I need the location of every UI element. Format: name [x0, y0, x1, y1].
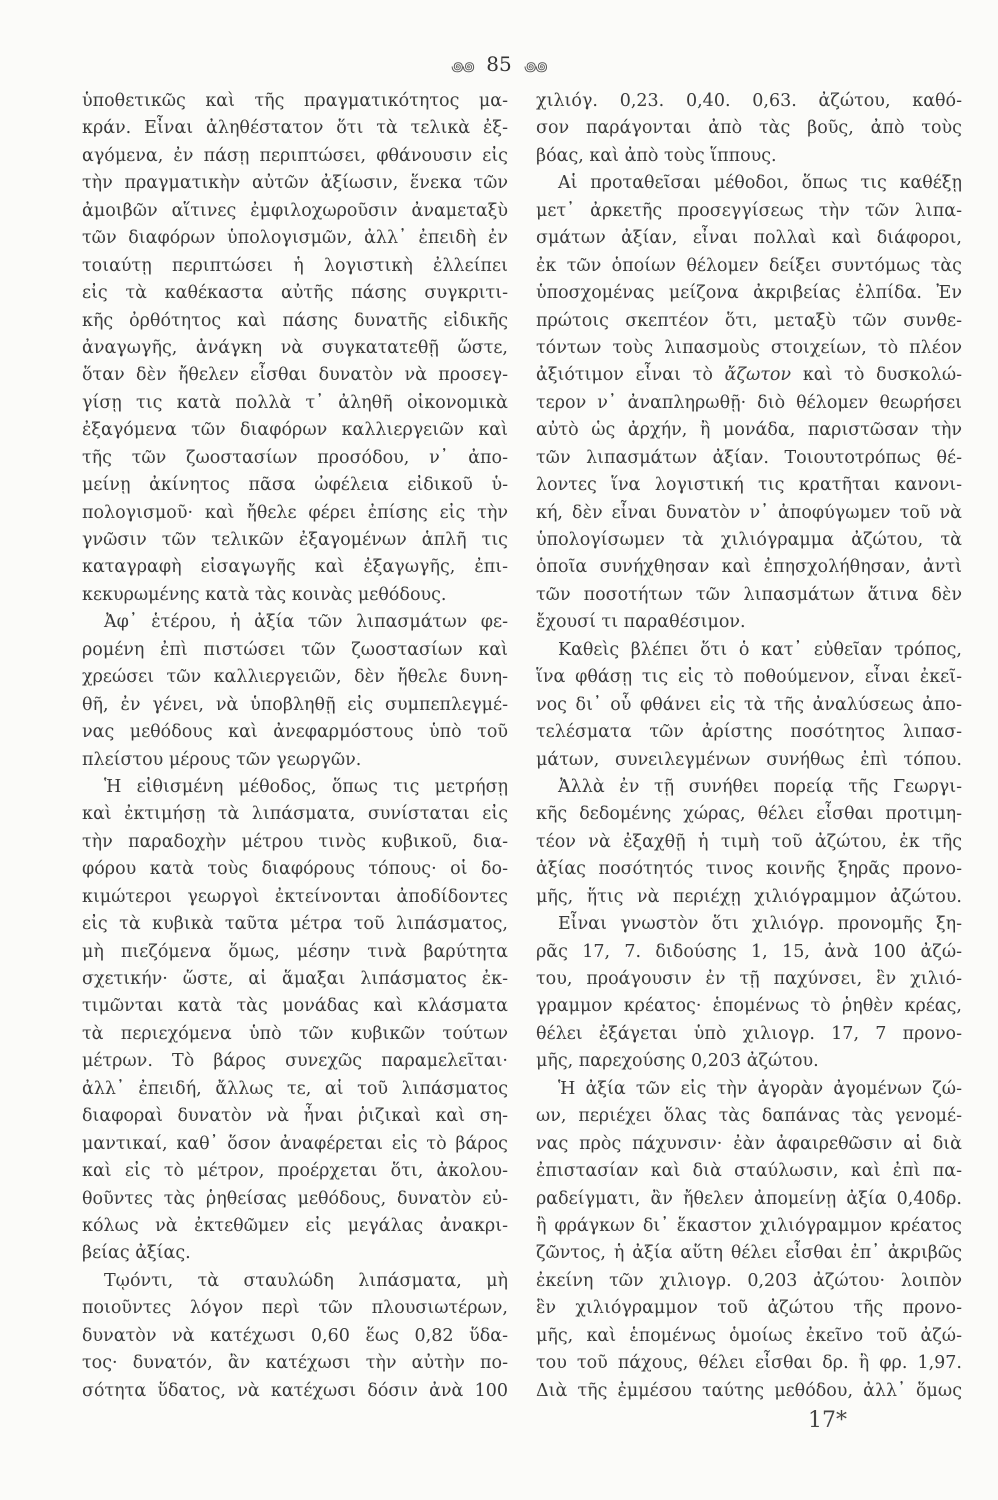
- text-line: διαφοραὶ δυνατὸν νὰ ἦναι ῥιζικαὶ καὶ ση-: [82, 1106, 508, 1127]
- text-line: ἢ φράγκων δι᾽ ἕκαστον χιλιόγραμμον κρέατος: [536, 1215, 962, 1236]
- text-line: εἰς τὰ κυβικὰ ταῦτα μέτρα τοῦ λιπάσματος,: [82, 914, 508, 935]
- text-line: ὑπολογίσωμεν τὰ χιλιόγραμμα ἀζώτου, τὰ: [536, 530, 962, 550]
- text-line: ὁποῖα συνήχθησαν καὶ ἐπησχολήθησαν, ἀντὶ: [536, 557, 962, 578]
- ornament-right-icon: ꩜꩜: [524, 59, 547, 75]
- text-line: ραδείγματι, ἂν ἤθελεν ἀπομείνῃ ἀξία 0,40δρ.: [536, 1188, 962, 1209]
- text-line: Εἶναι γνωστὸν ὅτι χιλιόγρ. προνομῆς ξη-: [558, 914, 962, 935]
- text-line: τῆς τῶν ζωοστασίων προσόδου, ν᾽ ἀπο-: [82, 447, 508, 468]
- text-line: Ἀλλὰ ἐν τῇ συνήθει πορείᾳ τῆς Γεωργι-: [558, 776, 962, 797]
- text-line: ὅταν δὲν ἤθελεν εἶσθαι δυνατὸν νὰ προσεγ-: [82, 365, 508, 386]
- text-line: σότητα ὕδατος, νὰ κατέχωσι δόσιν ἀνὰ 100: [82, 1380, 508, 1401]
- text-line: μῆς, καὶ ἑπομένως ὁμοίως ἐκεῖνο τοῦ ἀζώ-: [536, 1325, 962, 1346]
- text-line: ρᾶς 17, 7. διδούσης 1, 15, ἀνὰ 100 ἀζώ-: [536, 941, 962, 962]
- text-line: ρομένη ἐπὶ πιστώσει τῶν ζωοστασίων καὶ: [82, 639, 508, 660]
- italic-term: ἄζωτον: [724, 365, 792, 386]
- text-line: καταγραφὴ εἰσαγωγῆς καὶ ἐξαγωγῆς, ἐπι-: [82, 557, 508, 578]
- text-line: λοντες ἵνα λογιστική τις κρατῆται κανονι-: [536, 475, 962, 496]
- text-line: Καθεὶς βλέπει ὅτι ὁ κατ᾽ εὐθεῖαν τρόπος,: [558, 639, 962, 660]
- page-number: 85: [486, 52, 512, 76]
- text-line: αγόμενα, ἐν πάσῃ περιπτώσει, φθάνουσιν εἰς: [82, 145, 508, 166]
- text-line: μείνῃ ἀκίνητος πᾶσα ὠφέλεια εἰδικοῦ ὑ-: [82, 475, 508, 496]
- text-line: πλείστου μέρους τῶν γεωργῶν.: [82, 749, 362, 770]
- text-line: θοῦντες τὰς ῥηθείσας μεθόδους, δυνατὸν εὐ-: [82, 1188, 508, 1209]
- text-line: ἐξαγόμενα τῶν διαφόρων καλλιεργειῶν καὶ: [82, 420, 508, 441]
- signature-mark: 17*: [808, 1408, 847, 1433]
- text-line: γραμμον κρέατος· ἑπομένως τὸ ῥηθὲν κρέας,: [536, 996, 962, 1017]
- text-line: κῆς δεδομένης χώρας, θέλει εἶσθαι προτιμη-: [536, 804, 962, 825]
- text-line: καὶ ἐκτιμήσῃ τὰ λιπάσματα, συνίσταται εἰς: [82, 804, 508, 825]
- ornament-left-icon: ꩜꩜: [451, 59, 474, 75]
- text-segment: καὶ τὸ δυσκολώ-: [791, 365, 962, 386]
- left-column: [82, 88, 508, 1405]
- text-line: [536, 362, 962, 389]
- text-line: κράν. Εἶναι ἀληθέστατον ὅτι τὰ τελικὰ ἐξ-: [82, 118, 508, 139]
- text-line: κῆς ὀρθότητος καὶ πάσης δυνατῆς εἰδικῆς: [82, 310, 508, 331]
- text-line: τόντων τοὺς λιπασμοὺς στοιχείων, τὸ πλέον: [536, 337, 962, 358]
- text-line: Ἡ εἰθισμένη μέθοδος, ὅπως τις μετρήσῃ: [104, 776, 508, 797]
- text-line: ἀλλ᾽ ἐπειδή, ἄλλως τε, αἱ τοῦ λιπάσματος: [82, 1078, 508, 1099]
- text-line: θέλει ἐξάγεται ὑπὸ χιλιογρ. 17, 7 προνο-: [536, 1023, 962, 1044]
- text-segment: ἀξιότιμον εἶναι τὸ: [536, 365, 725, 386]
- text-line: κεκυρωμένης κατὰ τὰς κοινὰς μεθόδους.: [82, 584, 447, 605]
- text-line: μαντικαί, καθ᾽ ὅσον ἀναφέρεται εἰς τὸ βάρος: [82, 1133, 508, 1154]
- text-line: φόρου κατὰ τοὺς διαφόρους τόπους· οἱ δο-: [82, 859, 508, 880]
- text-line: ἐκ τῶν ὁποίων θέλομεν δείξει συντόμως τὰς: [536, 255, 962, 276]
- text-line: ὑποθετικῶς καὶ τῆς πραγματικότητος μα-: [82, 91, 508, 111]
- text-line: καὶ εἰς τὸ μέτρον, προέρχεται ὅτι, ἀκολου-: [82, 1161, 508, 1182]
- text-line: σχετικήν· ὥστε, αἱ ἅμαξαι λιπάσματος ἐκ-: [82, 969, 508, 989]
- text-line: κή, δὲν εἶναι δυνατὸν ν᾽ ἀποφύγωμεν τοῦ νὰ: [536, 502, 962, 523]
- text-line: τιμῶνται κατὰ τὰς μονάδας καὶ κλάσματα: [82, 996, 508, 1017]
- text-line: ἐκείνη τῶν χιλιογρ. 0,203 ἀζώτου· λοιπὸν: [536, 1270, 962, 1291]
- text-line: ποιοῦντες λόγον περὶ τῶν πλουσιωτέρων,: [82, 1298, 508, 1319]
- text-line: μάτων, συνειλεγμένων συνήθως ἐπὶ τόπου.: [536, 749, 962, 770]
- text-line: Ἀφ᾽ ἑτέρου, ἡ ἀξία τῶν λιπασμάτων φε-: [104, 612, 508, 633]
- text-line: γνῶσιν τῶν τελικῶν ἐξαγομένων ἁπλῆ τις: [82, 530, 508, 550]
- text-line: ἀναγωγῆς, ἀνάγκη νὰ συγκατατεθῇ ὥστε,: [82, 337, 508, 358]
- text-line: χρεώσει τῶν καλλιεργειῶν, δὲν ἤθελε δυνη-: [82, 667, 508, 688]
- text-line: βείας ἀξίας.: [82, 1243, 191, 1264]
- text-line: ὑποσχομένας μείζονα ἀκριβείας ἐλπίδα. Ἐν: [536, 283, 962, 304]
- text-line: κιμώτεροι γεωργοὶ ἐκτείνονται ἀποδίδοντες: [82, 886, 508, 907]
- text-line: τοιαύτῃ περιπτώσει ἡ λογιστικὴ ἐλλείπει: [82, 255, 508, 276]
- text-line: γίσῃ τις κατὰ πολλὰ τ᾽ ἀληθῆ οἰκονομικὰ: [82, 392, 508, 413]
- text-line: τὴν πραγματικὴν αὐτῶν ἀξίωσιν, ἕνεκα τῶν: [82, 173, 508, 194]
- text-line: του, προάγουσιν ἐν τῇ παχύνσει, ἓν χιλιό-: [536, 969, 962, 989]
- text-line: ζῶντος, ἡ ἀξία αὕτη θέλει εἶσθαι ἐπ᾽ ἀκριβῶς: [536, 1243, 962, 1264]
- text-line: χιλιόγ. 0,23. 0,40. 0,63. ἀζώτου, καθό-: [536, 91, 962, 111]
- text-line: πολογισμοῦ· καὶ ἤθελε φέρει ἐπίσης εἰς τὴν: [82, 502, 508, 523]
- text-line: Τῳόντι, τὰ σταυλώδη λιπάσματα, μὴ: [104, 1270, 508, 1291]
- text-line: τερον ν᾽ ἀναπληρωθῇ· διὸ θέλομεν θεωρήσει: [536, 392, 962, 413]
- text-line: ἵνα φθάσῃ τις εἰς τὸ ποθούμενον, εἶναι ἐκεῖ-: [536, 667, 962, 688]
- text-line: ἀξίας ποσότητός τινος κοινῆς ξηρᾶς προνο-: [536, 859, 962, 880]
- text-line: δυνατὸν νὰ κατέχωσι 0,60 ἕως 0,82 ὕδα-: [82, 1325, 508, 1346]
- text-line: νας πρὸς πάχυνσιν· ἐὰν ἀφαιρεθῶσιν αἱ διὰ: [536, 1133, 962, 1154]
- text-line: τῶν ποσοτήτων τῶν λιπασμάτων ἅτινα δὲν: [536, 584, 962, 605]
- text-line: ἐπιστασίαν καὶ διὰ σταύλωσιν, καὶ ἐπὶ πα-: [536, 1161, 962, 1182]
- text-line: μῆς, ἥτις νὰ περιέχῃ χιλιόγραμμον ἀζώτου.: [536, 886, 962, 907]
- text-line: νος δι᾽ οὗ φθάνει εἰς τὰ τῆς ἀναλύσεως ἀπο-: [536, 694, 962, 715]
- text-line: τέον νὰ ἐξαχθῇ ἡ τιμὴ τοῦ ἀζώτου, ἐκ τῆς: [536, 831, 962, 852]
- text-line: βόας, καὶ ἀπὸ τοὺς ἵππους.: [536, 145, 777, 166]
- text-line: ἔχουσί τι παραθέσιμον.: [536, 612, 746, 633]
- text-line: Αἱ προταθεῖσαι μέθοδοι, ὅπως τις καθέξῃ: [558, 173, 962, 194]
- text-line: σον παράγονται ἀπὸ τὰς βοῦς, ἀπὸ τοὺς: [536, 118, 962, 139]
- text-line: θῆ, ἐν γένει, νὰ ὑποβληθῇ εἰς συμπεπλεγμέ-: [82, 694, 508, 715]
- text-line: μετ᾽ ἀρκετῆς προσεγγίσεως τὴν τῶν λιπα-: [536, 200, 962, 221]
- text-line: μὴ πιεζόμενα ὅμως, μέσην τινὰ βαρύτητα: [82, 941, 508, 962]
- text-line: νας μεθόδους καὶ ἀνεφαρμόστους ὑπὸ τοῦ: [82, 722, 508, 743]
- right-column: [536, 88, 962, 1405]
- page-header: [0, 52, 998, 76]
- text-line: πρώτοις σκεπτέον ὅτι, μεταξὺ τῶν συνθε-: [536, 310, 962, 331]
- text-line: Ἡ ἀξία τῶν εἰς τὴν ἀγορὰν ἀγομένων ζώ-: [558, 1078, 962, 1099]
- text-line: Διὰ τῆς ἐμμέσου ταύτης μεθόδου, ἀλλ᾽ ὅμως: [536, 1380, 962, 1401]
- text-line: ἀμοιβῶν αἵτινες ἐμφιλοχωροῦσιν ἀναμεταξὺ: [82, 200, 508, 221]
- text-line: τῶν διαφόρων ὑπολογισμῶν, ἀλλ᾽ ἐπειδὴ ἐν: [82, 228, 508, 249]
- text-line: αὐτὸ ὡς ἀρχήν, ἢ μονάδα, παριστῶσαν τὴν: [536, 420, 962, 441]
- text-line: εἰς τὰ καθέκαστα αὐτῆς πάσης συγκριτι-: [82, 283, 508, 304]
- text-line: μῆς, παρεχούσης 0,203 ἀζώτου.: [536, 1051, 819, 1072]
- text-line: ων, περιέχει ὅλας τὰς δαπάνας τὰς γενομέ-: [536, 1106, 962, 1127]
- text-line: κόλως νὰ ἐκτεθῶμεν εἰς μεγάλας ἀνακρι-: [82, 1215, 508, 1236]
- text-line: τελέσματα τῶν ἀρίστης ποσότητος λιπασ-: [536, 722, 962, 743]
- text-line: του τοῦ πάχους, θέλει εἶσθαι δρ. ἢ φρ. 1,97.: [536, 1353, 962, 1374]
- text-line: τὰ περιεχόμενα ὑπὸ τῶν κυβικῶν τούτων: [82, 1023, 508, 1044]
- text-line: τὴν παραδοχὴν μέτρου τινὸς κυβικοῦ, δια-: [82, 831, 508, 852]
- text-line: σμάτων ἀξίαν, εἶναι πολλαὶ καὶ διάφοροι,: [536, 228, 962, 249]
- text-line: μέτρων. Τὸ βάρος συνεχῶς παραμελεῖται·: [82, 1051, 508, 1072]
- text-line: τῶν λιπασμάτων ἀξίαν. Τοιουτοτρόπως θέ-: [536, 447, 962, 468]
- text-line: ἓν χιλιόγραμμον τοῦ ἀζώτου τῆς προνο-: [536, 1298, 962, 1319]
- text-line: τος· δυνατόν, ἂν κατέχωσι τὴν αὐτὴν πο-: [82, 1353, 508, 1374]
